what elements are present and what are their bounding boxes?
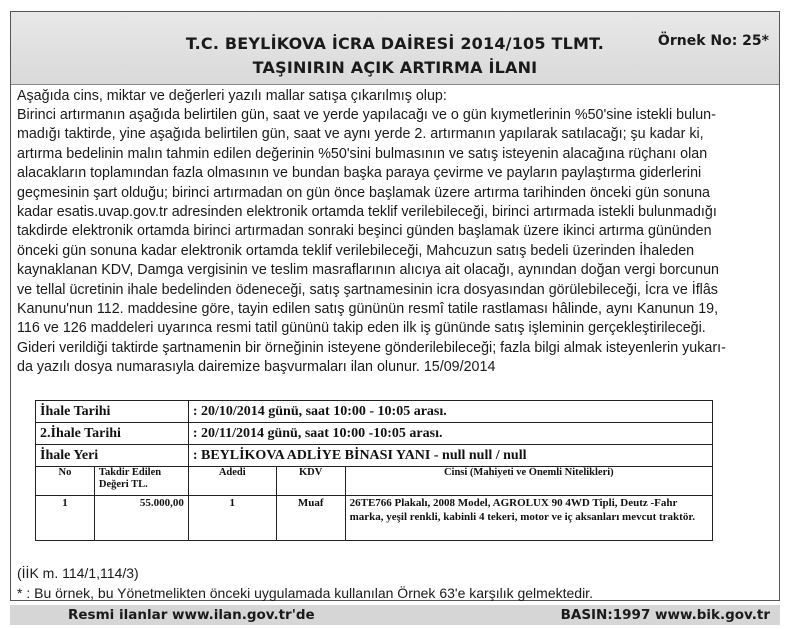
body-line: 116 ve 126 maddeleri uyarınca resmi tatil gününü takip eden ilk iş gününde satış işleminin gerçekleştirileceği.: [17, 320, 706, 337]
footer-left: Resmi ilanlar www.ilan.gov.tr'de: [68, 607, 315, 623]
auction-date-value: : 20/10/2014 günü, saat 10:00 - 10:05 arası.: [188, 401, 712, 423]
cell-kdv: Muaf: [276, 496, 345, 541]
body-line: kaynaklanan KDV, Damga vergisinin ve teslim masraflarının alıcıya ait olacağı, aynından doğan vergi borcunun: [17, 262, 719, 279]
example-number: Örnek No: 25*: [657, 33, 769, 49]
body-line: kadar esatis.uvap.gov.tr adresinden elektronik ortamda teklif verilebileceği, birinci artırmada istekli bulunmadığı: [17, 204, 717, 221]
footer-right: BASIN:1997 www.bik.gov.tr: [560, 607, 770, 623]
body-line: da yazılı dosya numarasıyla dairemize başvurmaları ilan olunur. 15/09/2014: [17, 359, 496, 376]
second-auction-date-row: [36, 423, 713, 445]
body-line: madığı taktirde, yine aşağıda belirtilen gün, saat ve aynı yerde 2. artırmanın yapılarak satılacağı; şu kadar ki,: [17, 126, 704, 143]
auction-place-row: [36, 445, 713, 467]
notice-title: T.C. BEYLİKOVA İCRA DAİRESİ 2014/105 TLMT.: [185, 34, 605, 53]
cell-cinsi: 26TE766 Plakalı, 2008 Model, AGROLUX 90 4WD Tipli, Deutz -Fahr marka, yeşil renkli, kabinli 4 tekeri, motor ve iç aksanları mevcut traktör.: [345, 496, 712, 541]
header-adedi: Adedi: [188, 467, 276, 496]
body-paragraph: [17, 106, 773, 378]
body-line: ve tellal ücretinin ihale bedelinden ödeneceği, satış şartnamesinin icra dosyasından görülebileceği, İcra ve İflâs: [17, 281, 718, 298]
body-line: takdirde elektronik ortamda birinci artırmadan sonraki beşinci günden başlamak üzere ikinci artırma gününden: [17, 223, 712, 240]
notice-header: [11, 12, 779, 85]
law-reference: (İİK m. 114/1,114/3): [17, 565, 139, 581]
header-value: Takdir Edilen Değeri TL.: [94, 467, 188, 496]
notice-subtitle: TAŞINIRIN AÇIK ARTIRMA İLANI: [252, 58, 538, 77]
auction-place-label: İhale Yeri: [36, 445, 189, 467]
auction-date-label: İhale Tarihi: [36, 401, 189, 423]
header-kdv: KDV: [276, 467, 345, 496]
second-auction-date-value: : 20/11/2014 günü, saat 10:00 -10:05 arası.: [188, 423, 712, 445]
body-line: geçmesinin şart olduğu; birinci artırmadan on gün önce başlamak üzere artırma tarihinden önceki gün sonuna: [17, 184, 711, 201]
body-line: Gideri verildiği taktirde şartnamenin bir örneğinin isteyene gönderilebileceği; fazla bilgi almak isteyenlerin yukarı-: [17, 339, 726, 356]
second-auction-date-label: 2.İhale Tarihi: [36, 423, 189, 445]
auction-table: [35, 400, 713, 541]
body-line: Kanunu'nun 112. maddesine göre, tayin edilen satış gününün resmî tatile rastlaması hâlinde, aynı Kanunun 19,: [17, 301, 719, 318]
body-line: artırma bedelinin malın tahmin edilen değerinin %50'sini bulmasının ve satış isteyenin alacağına rüçhanı olan: [17, 145, 708, 162]
header-cinsi: Cinsi (Mahiyeti ve Önemli Nitelikleri): [345, 467, 712, 496]
cell-value: 55.000,00: [94, 496, 188, 541]
example-footnote: * : Bu örnek, bu Yönetmelikten önceki uygulamada kullanılan Örnek 63'e karşılık gelmektedir.: [17, 585, 593, 601]
cell-adedi: 1: [188, 496, 276, 541]
body-line: Birinci artırmanın aşağıda belirtilen gün, saat ve yerde yapılacağı ve o gün kıymetlerinin %50'sine istekli bulun-: [17, 107, 716, 123]
table-header-row: [36, 467, 713, 496]
body-line: alacakların toplamından fazla olmasının ve bundan başka paraya çevirme ve payların paylaştırma giderlerini: [17, 165, 702, 182]
body-line: önceki gün sonuna kadar elektronik ortamda teklif verilebileceği, Mahcuzun satış bedeli üzerinden İhaleden: [17, 242, 695, 259]
auction-date-row: [36, 401, 713, 423]
footer-bar: [10, 605, 780, 625]
header-no: No: [36, 467, 95, 496]
cell-no: 1: [36, 496, 95, 541]
intro-text: Aşağıda cins, miktar ve değerleri yazılı mallar satışa çıkarılmış olup:: [17, 88, 447, 104]
auction-place-value: : BEYLİKOVA ADLİYE BİNASI YANI - null null / null: [188, 445, 712, 467]
table-row: [36, 496, 713, 541]
